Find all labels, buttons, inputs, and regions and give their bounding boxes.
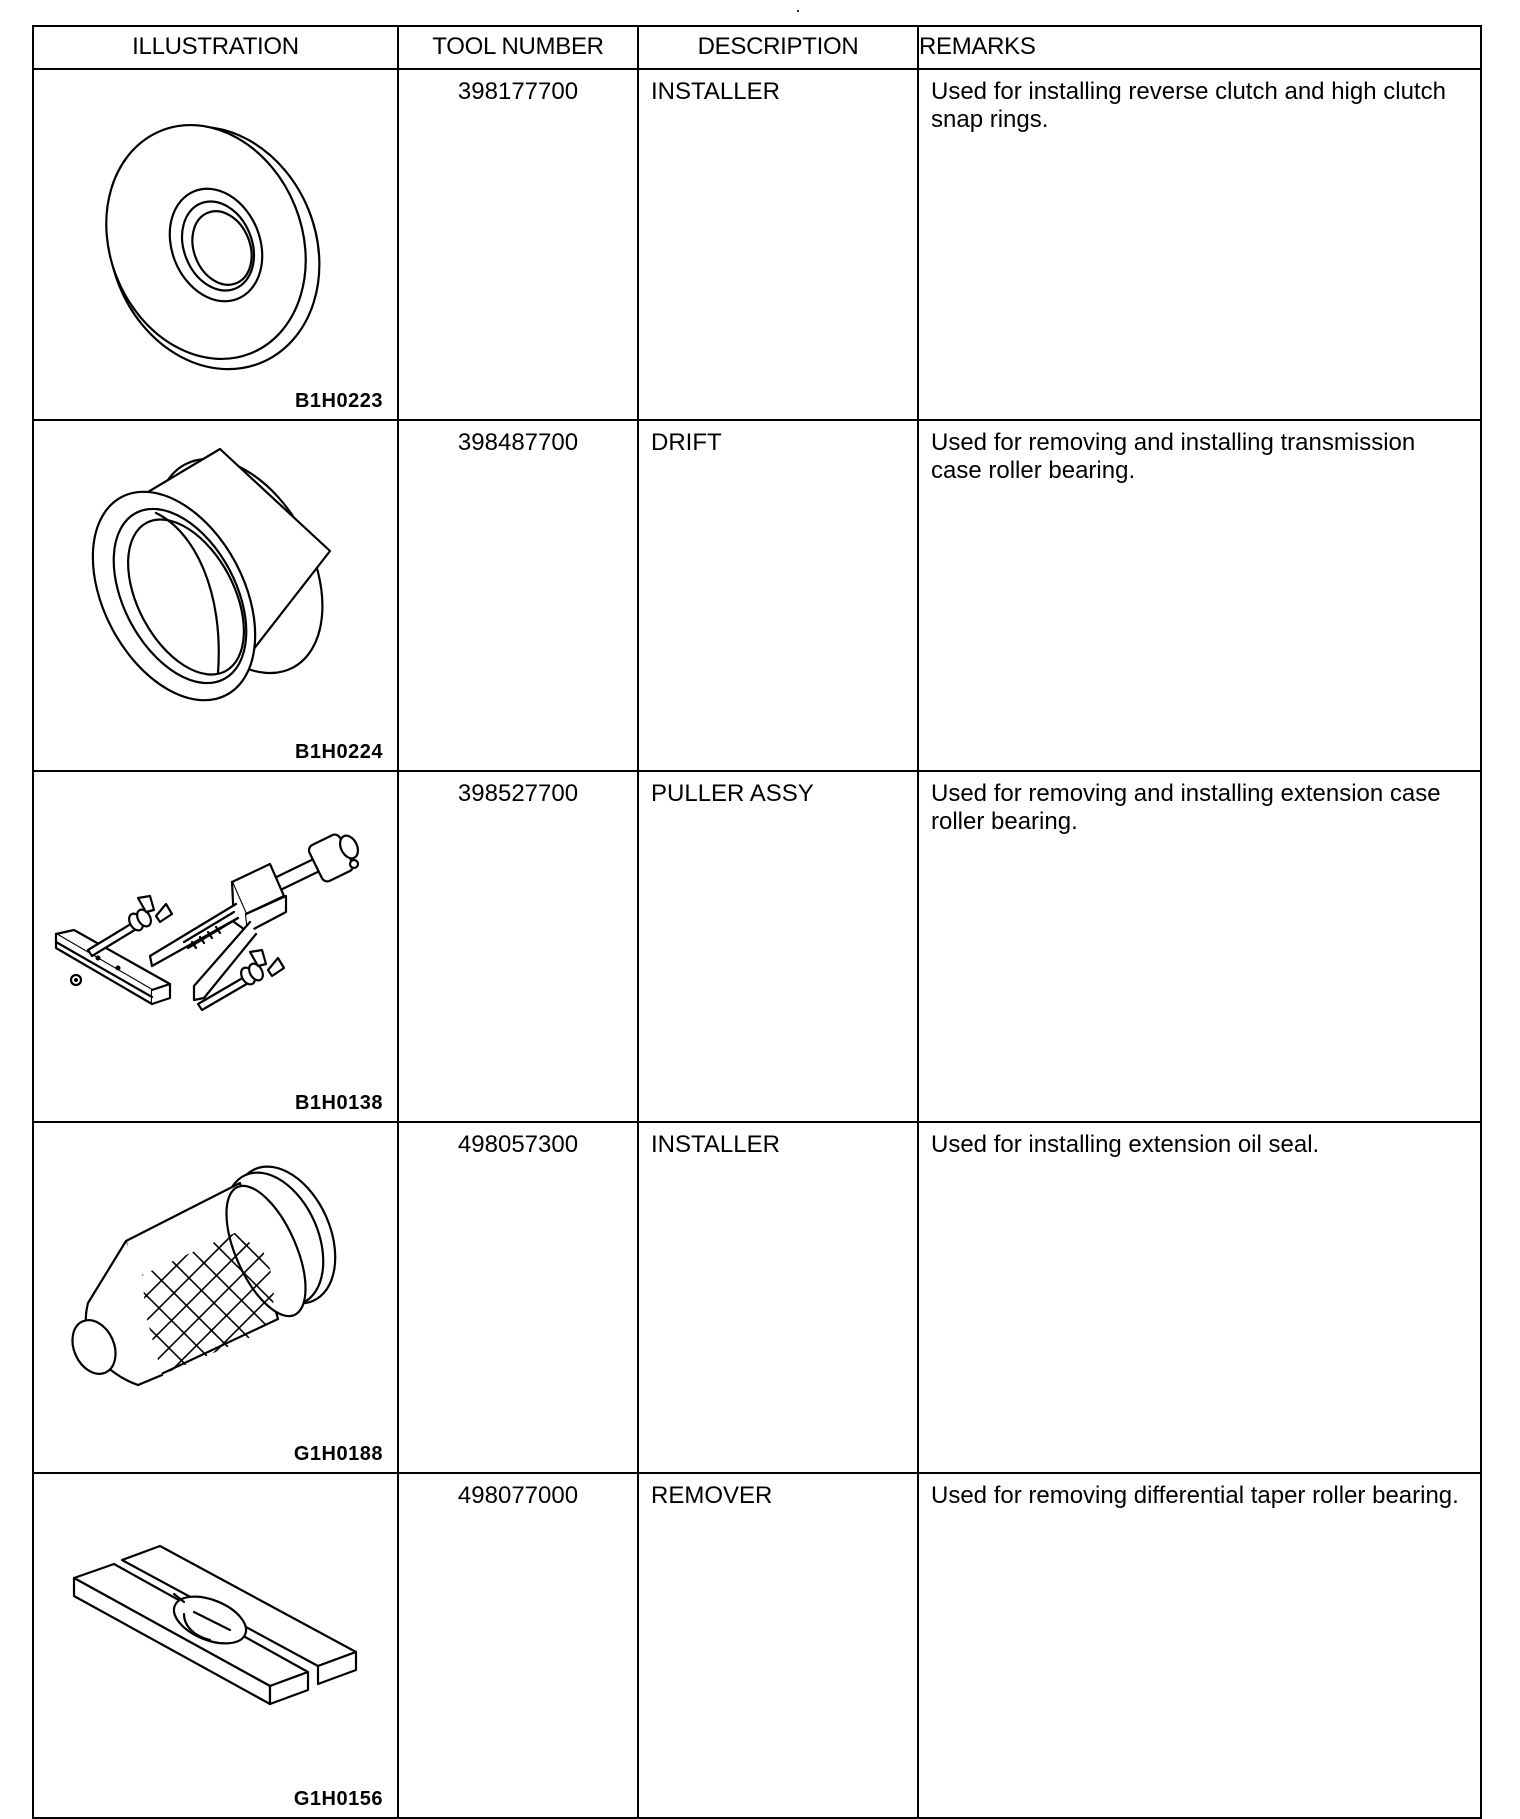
description-cell: REMOVER bbox=[638, 1473, 918, 1818]
remarks-cell: Used for installing reverse clutch and high clutch snap rings. bbox=[918, 69, 1481, 420]
remarks-cell: Used for removing and installing extension case roller bearing. bbox=[918, 771, 1481, 1122]
puller-assembly-icon bbox=[34, 772, 397, 1111]
tool-number-cell: 498057300 bbox=[398, 1122, 638, 1473]
drift-cylinder-icon bbox=[34, 421, 397, 760]
description-cell: INSTALLER bbox=[638, 69, 918, 420]
table-row bbox=[33, 1473, 1481, 1818]
table-row bbox=[33, 420, 1481, 771]
figure-code: B1H0138 bbox=[294, 1092, 383, 1114]
remover-plate-icon bbox=[34, 1474, 397, 1809]
table-row bbox=[33, 1122, 1481, 1473]
remarks-cell: Used for removing differential taper roller bearing. bbox=[918, 1473, 1481, 1818]
description-cell: INSTALLER bbox=[638, 1122, 918, 1473]
figure-code: G1H0188 bbox=[293, 1443, 383, 1465]
figure-code: G1H0156 bbox=[293, 1788, 383, 1810]
tool-number-cell: 398487700 bbox=[398, 420, 638, 771]
figure-code: B1H0224 bbox=[294, 741, 383, 763]
header-illustration: ILLUSTRATION bbox=[33, 26, 398, 69]
illustration-cell bbox=[33, 69, 398, 420]
illustration-cell bbox=[33, 420, 398, 771]
description-cell: PULLER ASSY bbox=[638, 771, 918, 1122]
header-remarks: REMARKS bbox=[918, 26, 1481, 69]
description-cell: DRIFT bbox=[638, 420, 918, 771]
tool-number-cell: 498077000 bbox=[398, 1473, 638, 1818]
table-header-row bbox=[33, 26, 1481, 69]
figure-code: B1H0223 bbox=[294, 390, 383, 412]
remarks-cell: Used for installing extension oil seal. bbox=[918, 1122, 1481, 1473]
illustration-cell bbox=[33, 1122, 398, 1473]
table-row bbox=[33, 69, 1481, 420]
illustration-cell bbox=[33, 1473, 398, 1818]
header-description: DESCRIPTION bbox=[638, 26, 918, 69]
scan-speck bbox=[797, 10, 799, 12]
illustration-cell bbox=[33, 771, 398, 1122]
tool-number-cell: 398177700 bbox=[398, 69, 638, 420]
remarks-cell: Used for removing and installing transmission case roller bearing. bbox=[918, 420, 1481, 771]
installer-knurled-icon bbox=[34, 1123, 397, 1462]
special-tools-table bbox=[32, 25, 1482, 1819]
installer-ring-icon bbox=[34, 70, 397, 409]
table-row bbox=[33, 771, 1481, 1122]
header-tool-number: TOOL NUMBER bbox=[398, 26, 638, 69]
tool-number-cell: 398527700 bbox=[398, 771, 638, 1122]
